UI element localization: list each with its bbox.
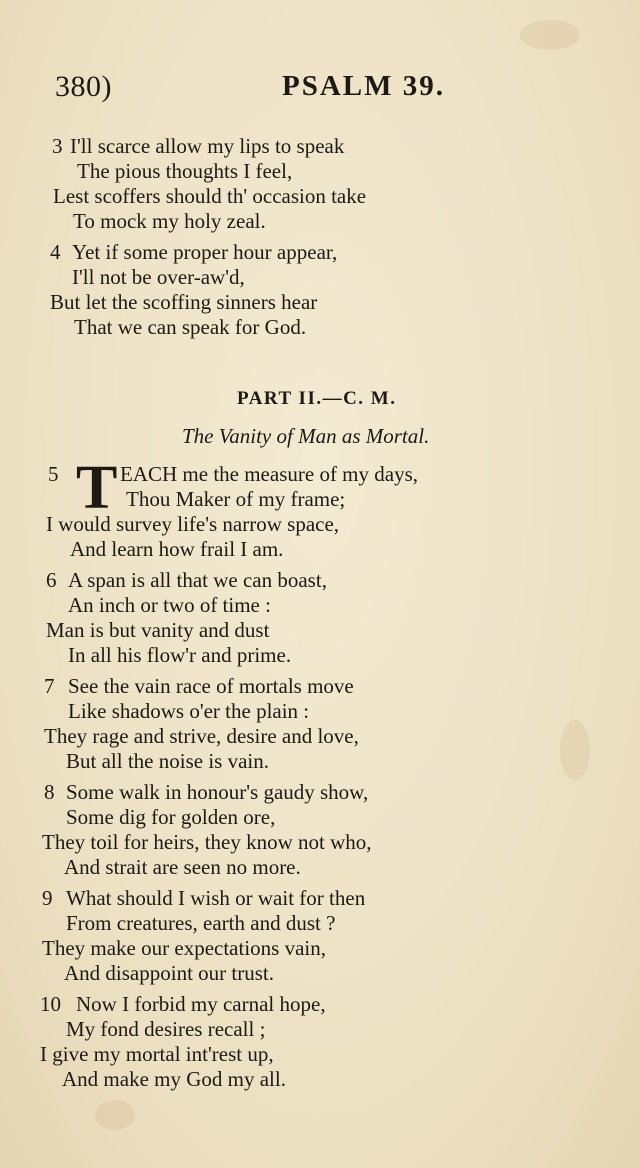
verse-number: 3 [52, 134, 63, 158]
verse-line: The pious thoughts I feel, [77, 159, 293, 183]
verse-line: That we can speak for God. [74, 315, 307, 339]
paper-stain [520, 20, 580, 50]
verse-line: I give my mortal int'rest up, [40, 1042, 274, 1066]
verse-line: But all the noise is vain. [66, 749, 269, 773]
verse-line: But let the scoffing sinners hear [50, 290, 318, 314]
verse-number: 10 [40, 992, 61, 1016]
verse-line: I'll scarce allow my lips to speak [70, 134, 345, 158]
verse-number: 9 [42, 886, 53, 910]
verse-line: In all his flow'r and prime. [68, 643, 292, 667]
verse-number: 5 [48, 462, 59, 486]
verse-line: Like shadows o'er the plain : [68, 699, 310, 723]
verse-line: EACH me the measure of my days, [120, 462, 419, 486]
paper-stain [95, 1100, 135, 1130]
verse-line: Now I forbid my carnal hope, [76, 992, 326, 1016]
section-subtitle: The Vanity of Man as Mortal. [182, 424, 430, 448]
part-heading: PART II.—C. M. [237, 388, 397, 409]
verse-line: They make our expectations vain, [42, 936, 326, 960]
verse-line: Some dig for golden ore, [66, 805, 276, 829]
verse-line: And disappoint our trust. [64, 961, 274, 985]
verse-line: Lest scoffers should th' occasion take [53, 184, 367, 208]
verse-line: To mock my holy zeal. [73, 209, 266, 233]
verse-line: From creatures, earth and dust ? [66, 911, 336, 935]
verse-line: I'll not be over-aw'd, [72, 265, 245, 289]
verse-line: What should I wish or wait for then [66, 886, 366, 910]
verse-line: They rage and strive, desire and love, [44, 724, 359, 748]
running-head: PSALM 39. [282, 70, 445, 102]
verse-line: And learn how frail I am. [70, 537, 284, 561]
verse-line: And make my God my all. [62, 1067, 286, 1091]
paper-stain [560, 720, 590, 780]
verse-line: They toil for heirs, they know not who, [42, 830, 372, 854]
verse-number: 6 [46, 568, 57, 592]
verse-line: Yet if some proper hour appear, [72, 240, 338, 264]
verse-number: 4 [50, 240, 61, 264]
page-number: 380) [55, 70, 112, 103]
verse-number: 7 [44, 674, 55, 698]
verse-line: See the vain race of mortals move [68, 674, 354, 698]
verse-line: Man is but vanity and dust [46, 618, 270, 642]
verse-line: Thou Maker of my frame; [126, 487, 346, 511]
verse-number: 8 [44, 780, 55, 804]
verse-line: And strait are seen no more. [64, 855, 301, 879]
verse-line: An inch or two of time : [68, 593, 271, 617]
verse-line: My fond desires recall ; [66, 1017, 266, 1041]
verse-line: Some walk in honour's gaudy show, [66, 780, 369, 804]
verse-line: I would survey life's narrow space, [46, 512, 340, 536]
drop-cap: T [76, 454, 118, 522]
page-header [55, 70, 445, 110]
verse-line: A span is all that we can boast, [68, 568, 327, 592]
